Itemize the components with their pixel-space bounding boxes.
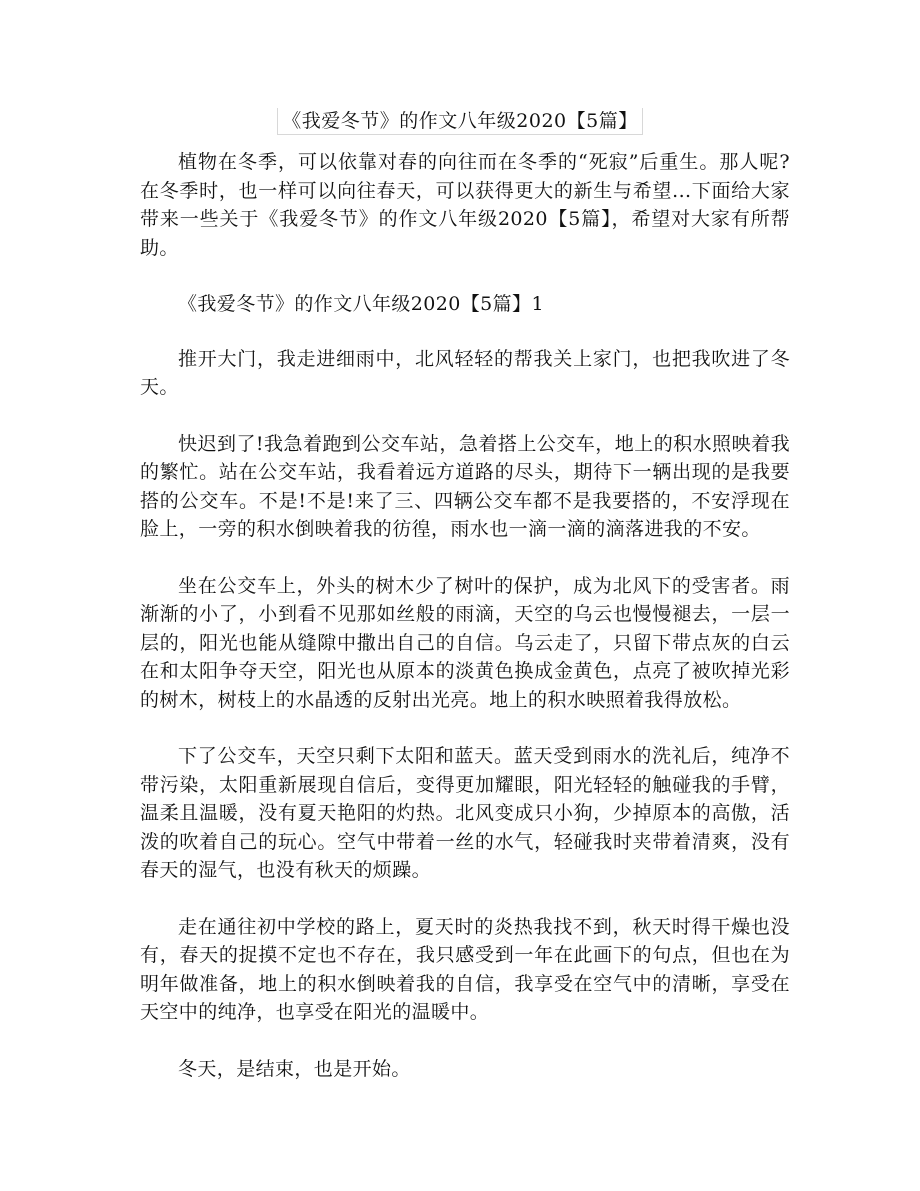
paragraph: 快迟到了!我急着跑到公交车站，急着搭上公交车，地上的积水照映着我的繁忙。站在公交车站，我看着远方道路的尽头，期待下一辆出现的是我要搭的公交车。不是!不是!来了三、四辆公交车都不是我要搭的，不安浮现在脸上，一旁的积水倒映着我的彷徨，雨水也一滴一滴的滴落进我的不安。 xyxy=(140,432,790,540)
paragraph: 下了公交车，天空只剩下太阳和蓝天。蓝天受到雨水的洗礼后，纯净不带污染，太阳重新展现自信后，变得更加耀眼，阳光轻轻的触碰我的手臂，温柔且温暖，没有夏天艳阳的灼热。北风变成只小狗，少掉原本的高傲，活泼的吹着自己的玩心。空气中带着一丝的水气，轻碰我时夹带着清爽，没有春天的湿气，也没有秋天的烦躁。 xyxy=(140,745,790,881)
paragraph: 坐在公交车上，外头的树木少了树叶的保护，成为北风下的受害者。雨渐渐的小了，小到看不见那如丝般的雨滴，天空的乌云也慢慢褪去，一层一层的，阳光也能从缝隙中撒出自己的自信。乌云走了，只留下带点灰的白云在和太阳争夺天空，阳光也从原本的淡黄色换成金黄色，点亮了被吹掉光彩的树木，树枝上的水晶透的反射出光亮。地上的积水映照着我得放松。 xyxy=(140,574,790,711)
paragraph: 推开大门，我走进细雨中，北风轻轻的帮我关上家门，也把我吹进了冬天。 xyxy=(140,347,790,398)
document-body xyxy=(140,148,790,1111)
paragraph: 冬天，是结束，也是开始。 xyxy=(178,1057,411,1080)
section-heading: 《我爱冬节》的作文八年级2020【5篇】1 xyxy=(178,293,544,315)
document-title: 《我爱冬节》的作文八年级2020【5篇】 xyxy=(277,108,642,135)
paragraph: 走在通往初中学校的路上，夏天时的炎热我找不到，秋天时得干燥也没有，春天的捉摸不定也不存在，我只感受到一年在此画下的句点，但也在为明年做准备，地上的积水倒映着我的自信，我享受在空气中的清晰，享受在天空中的纯净，也享受在阳光的温暖中。 xyxy=(140,915,790,1023)
title-container xyxy=(0,108,920,135)
intro-paragraph: 植物在冬季，可以依靠对春的向往而在冬季的“死寂”后重生。那人呢?在冬季时，也一样可以向往春天，可以获得更大的新生与希望...下面给大家带来一些关于《我爱冬节》的作文八年级2020【5篇】，希望对大家有所帮助。 xyxy=(140,151,790,259)
